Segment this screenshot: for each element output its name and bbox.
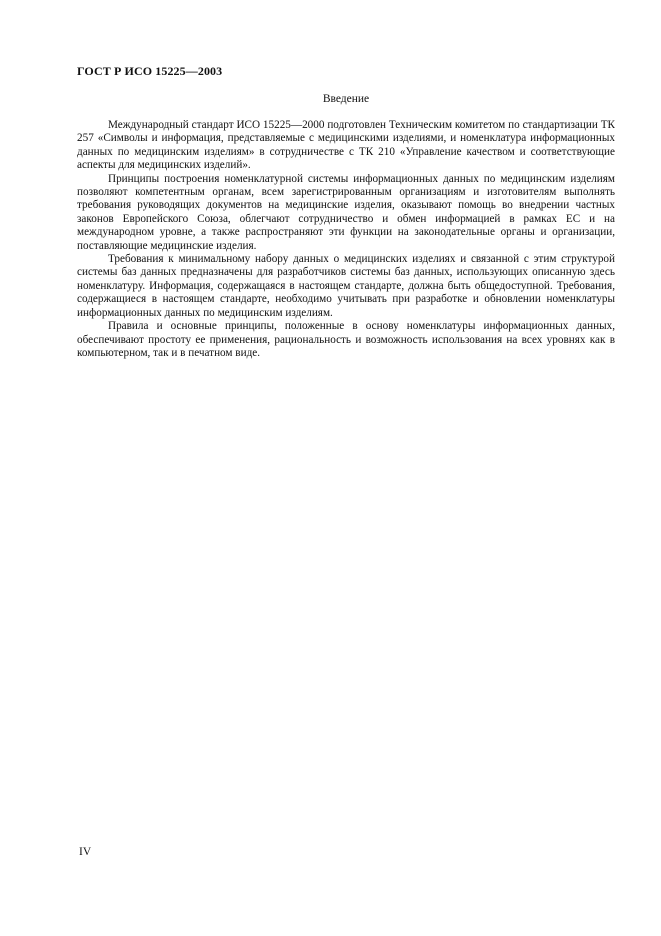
- document-header: ГОСТ Р ИСО 15225—2003: [77, 64, 223, 78]
- paragraph: Принципы построения номенклатурной системы информационных данных по медицинским изделиям позволяют компетентным органам, всем зарегистрированным организациям и изготовителям выполнять требования руководящих документов на медицинские изделия, оказывают помощь во внедрении частных законов Европейского Союза, облегчают сотрудничество и обмен информацией в рамках ЕС и на международном уровне, а также распространяют эти функции на законодательные органы и организации, поставляющие медицинские изделия.: [77, 172, 615, 252]
- paragraph: Правила и основные принципы, положенные в основу номенклатуры информационных данных, обеспечивают простоту ее применения, рациональность и возможность использования на всех уровнях как в компьютерном, так и в печатном виде.: [77, 320, 615, 359]
- paragraph: Международный стандарт ИСО 15225—2000 подготовлен Техническим комитетом по стандартизации ТК 257 «Символы и информация, представляемые с медицинскими изделиями, и номенклатура информационных данных по медицинским изделиям» в сотрудничестве с ТК 210 «Управление качеством и соответствующие аспекты для медицинских изделий».: [77, 119, 615, 172]
- page-number: IV: [79, 846, 92, 858]
- paragraph: Требования к минимальному набору данных о медицинских изделиях и связанной с этим структурой системы баз данных предназначены для разработчиков системы баз данных, использующих описанную здесь номенклатуру. Информация, содержащаяся в настоящем стандарте, должна быть общедоступной. Требования, содержащиеся в настоящем стандарте, необходимо учитывать при разработке и обновлении номенклатуры информационных данных по медицинским изделиям.: [77, 253, 615, 319]
- document-body: [77, 119, 615, 360]
- section-title: Введение: [322, 93, 370, 105]
